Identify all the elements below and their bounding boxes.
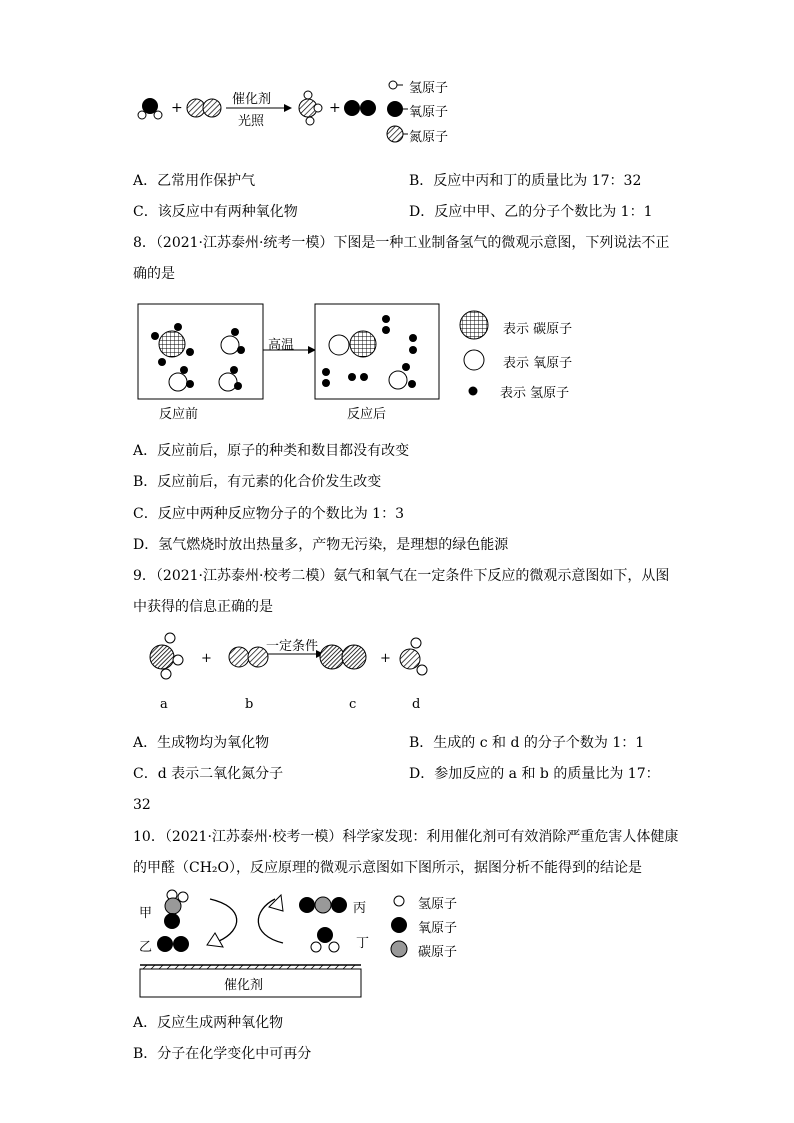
legend-label-hydrogen: 表示 氢原子	[500, 386, 570, 401]
legend-label-oxygen: 氧原子	[409, 105, 449, 120]
q9-option-d-cont: 32	[133, 797, 151, 813]
q9-option-d: D．参加反应的 a 和 b 的质量比为 17：	[409, 766, 660, 782]
after-label: 反应后	[347, 407, 387, 422]
oxygen-atom	[344, 100, 360, 116]
plus-sign: +	[329, 100, 341, 116]
q7-option-a: A．乙常用作保护气	[133, 173, 256, 189]
arrow-condition-bottom: 光照	[238, 114, 265, 129]
q9-stem-cont: 中获得的信息正确的是	[133, 599, 273, 615]
oxygen-atom	[400, 649, 420, 669]
oxygen-atom	[219, 373, 237, 391]
legend-oxygen-icon	[464, 350, 484, 370]
carbon-atom	[350, 331, 376, 357]
legend-oxygen-icon	[387, 101, 403, 117]
q10-stem-cont: 的甲醛（CH₂O），反应原理的微观示意图如下图所示，据图分析不能得到的结论是	[133, 860, 643, 876]
carbon-atom	[165, 898, 181, 914]
q9-stem: 9．（2021·江苏泰州·校考二模）氨气和氧气在一定条件下反应的微观示意图如下，从图	[133, 568, 670, 584]
q8-option-d: D．氢气燃烧时放出热量多，产物无污染，是理想的绿色能源	[133, 537, 509, 553]
oxygen-atom	[169, 373, 187, 391]
before-label: 反应前	[159, 407, 199, 422]
nitrogen-atom	[203, 99, 221, 117]
q9-option-c: C．d 表示二氧化氮分子	[133, 766, 284, 782]
nitrogen-atom	[320, 645, 344, 669]
oxygen-atom	[329, 335, 349, 355]
legend-nitrogen-icon	[387, 126, 403, 142]
q9-option-a: A．生成物均为氧化物	[133, 735, 270, 751]
legend-hydrogen-icon	[469, 387, 478, 396]
legend-label-carbon: 碳原子	[418, 945, 458, 960]
label-ding: 丁	[356, 936, 370, 951]
oxygen-atom	[360, 100, 376, 116]
q10-option-b: B．分子在化学变化中可再分	[133, 1046, 312, 1062]
q7-option-d: D．反应中甲、乙的分子个数比为 1：1	[409, 204, 653, 220]
legend-carbon-icon	[391, 941, 407, 957]
nitrogen-atom	[150, 645, 174, 669]
legend-label-oxygen: 氧原子	[418, 921, 458, 936]
q8-stem-cont: 确的是	[133, 266, 175, 282]
legend-carbon-icon	[460, 311, 488, 339]
legend-label-hydrogen: 氢原子	[409, 81, 449, 96]
legend-label-oxygen: 表示 氧原子	[503, 356, 573, 371]
q7-option-c: C．该反应中有两种氧化物	[133, 204, 298, 220]
q8-option-a: A．反应前后，原子的种类和数目都没有改变	[133, 443, 410, 459]
carbon-atom	[159, 331, 185, 357]
label-d: d	[412, 697, 421, 712]
arrow-condition: 高温	[268, 338, 295, 353]
hydrogen-atom	[306, 117, 314, 125]
arrow-condition-top: 催化剂	[232, 92, 272, 107]
label-a: a	[160, 697, 168, 712]
plus-sign: +	[201, 651, 212, 666]
q9-option-b: B．生成的 c 和 d 的分子个数为 1：1	[409, 735, 645, 751]
legend-label-hydrogen: 氢原子	[418, 897, 458, 912]
legend-hydrogen-icon	[394, 896, 404, 906]
label-jia: 甲	[139, 906, 153, 921]
q8-option-b: B．反应前后，有元素的化合价发生改变	[133, 474, 382, 490]
oxygen-atom	[317, 927, 333, 943]
q8-stem: 8．（2021·江苏泰州·统考一模）下图是一种工业制备氢气的微观示意图，下列说法不正	[133, 235, 670, 251]
q7-option-b: B．反应中丙和丁的质量比为 17：32	[409, 173, 642, 189]
legend-label-nitrogen: 氮原子	[409, 130, 449, 145]
q10-stem: 10．（2021·江苏泰州·校考一模）科学家发现：利用催化剂可有效消除严重危害人体健康	[133, 829, 679, 845]
label-yi: 乙	[139, 940, 153, 955]
hydrogen-atom	[154, 111, 162, 119]
hydrogen-atom	[304, 91, 312, 99]
nitrogen-atom	[342, 645, 366, 669]
plus-sign: +	[171, 100, 183, 116]
oxygen-atom	[389, 371, 407, 389]
hydrogen-atom	[138, 111, 146, 119]
oxygen-atom	[248, 647, 268, 667]
arrow-condition: 一定条件	[266, 639, 319, 654]
legend-label-carbon: 表示 碳原子	[503, 322, 573, 337]
q10-option-a: A．反应生成两种氧化物	[133, 1015, 284, 1031]
oxygen-atom	[164, 913, 180, 929]
carbon-atom	[315, 897, 331, 913]
plus-sign: +	[380, 651, 391, 666]
nitrogen-atom	[187, 99, 205, 117]
catalyst-label: 催化剂	[224, 978, 264, 993]
legend-hydrogen-icon	[389, 81, 397, 89]
oxygen-atom	[221, 336, 239, 354]
legend-oxygen-icon	[391, 917, 407, 933]
oxygen-atom	[229, 647, 249, 667]
q8-option-c: C．反应中两种反应物分子的个数比为 1：3	[133, 506, 404, 522]
label-bing: 丙	[353, 901, 367, 916]
label-c: c	[349, 697, 357, 712]
hydrogen-atom	[314, 104, 322, 112]
label-b: b	[245, 697, 254, 712]
